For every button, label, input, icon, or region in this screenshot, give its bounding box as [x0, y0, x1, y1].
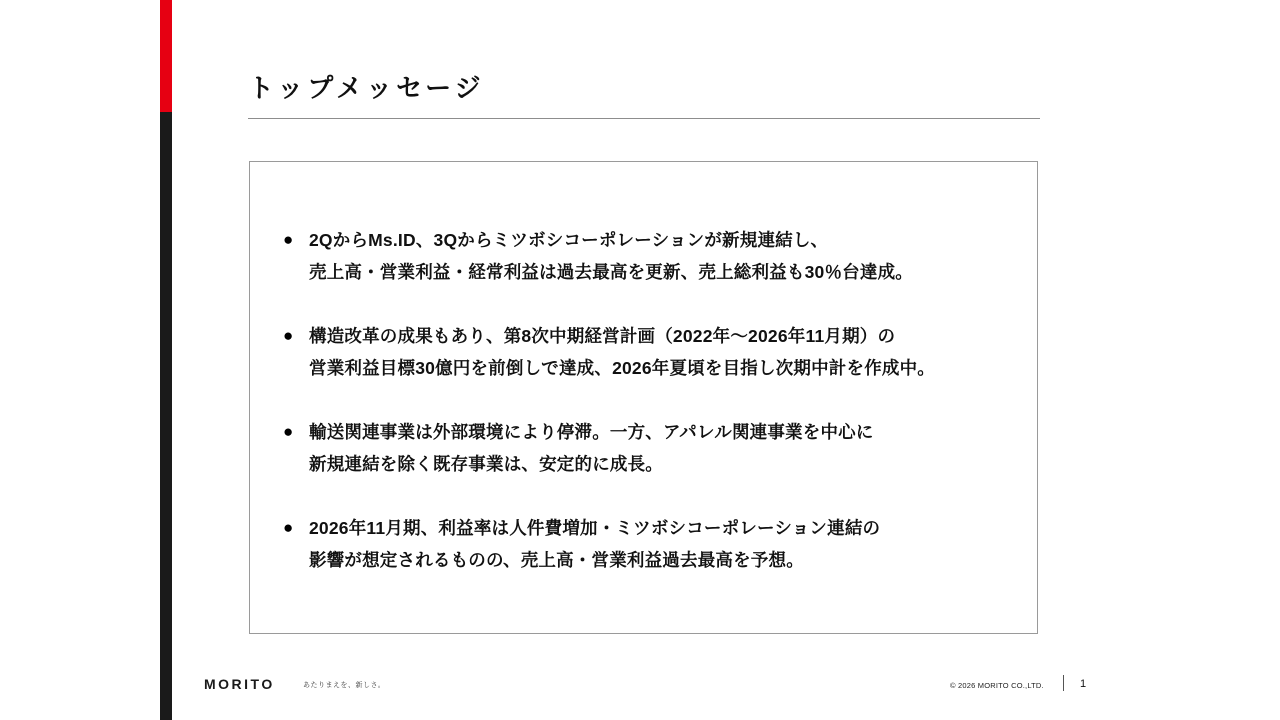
list-item: [283, 320, 1025, 384]
bullet-text: [309, 320, 1025, 384]
bullet-line: 輸送関連事業は外部環境により停滞。一方、アパレル関連事業を中心に: [309, 422, 874, 442]
list-item: [283, 512, 1025, 576]
bullet-icon: ●: [283, 422, 294, 441]
bullet-line: 構造改革の成果もあり、第8次中期経営計画（2022年〜2026年11月期）の: [309, 326, 896, 346]
footer-divider: [1063, 675, 1064, 691]
copyright-text: © 2026 MORITO CO.,LTD.: [950, 681, 1044, 690]
bullet-text: [309, 416, 1025, 480]
accent-bar-red: [160, 0, 172, 112]
bullet-line: 営業利益目標30億円を前倒しで達成、2026年夏頃を目指し次期中計を作成中。: [309, 358, 935, 378]
bullet-icon: ●: [283, 326, 294, 345]
bullet-line: 売上高・営業利益・経常利益は過去最高を更新、売上総利益も30％台達成。: [309, 262, 913, 282]
page-number: 1: [1080, 678, 1087, 690]
bullet-icon: ●: [283, 518, 294, 537]
company-tagline: あたりまえを、新しさ。: [303, 682, 386, 689]
bullet-line: 新規連結を除く既存事業は、安定的に成長。: [309, 454, 663, 474]
bullet-list: [283, 224, 1025, 576]
bullet-icon: ●: [283, 230, 294, 249]
accent-bar-dark: [160, 112, 172, 720]
bullet-text: [309, 224, 1025, 288]
title-divider: [248, 118, 1040, 119]
bullet-line: 影響が想定されるものの、売上高・営業利益過去最高を予想。: [309, 550, 804, 570]
bullet-line: 2026年11月期、利益率は人件費増加・ミツボシコーポレーション連結の: [309, 518, 881, 538]
bullet-text: [309, 512, 1025, 576]
company-logo: MORITO: [204, 676, 275, 692]
bullet-line: 2QからMs.ID、3Qからミツボシコーポレーションが新規連結し、: [309, 230, 829, 250]
list-item: [283, 224, 1025, 288]
content-box: [249, 161, 1038, 634]
list-item: [283, 416, 1025, 480]
page-title: トップメッセージ: [248, 73, 485, 103]
